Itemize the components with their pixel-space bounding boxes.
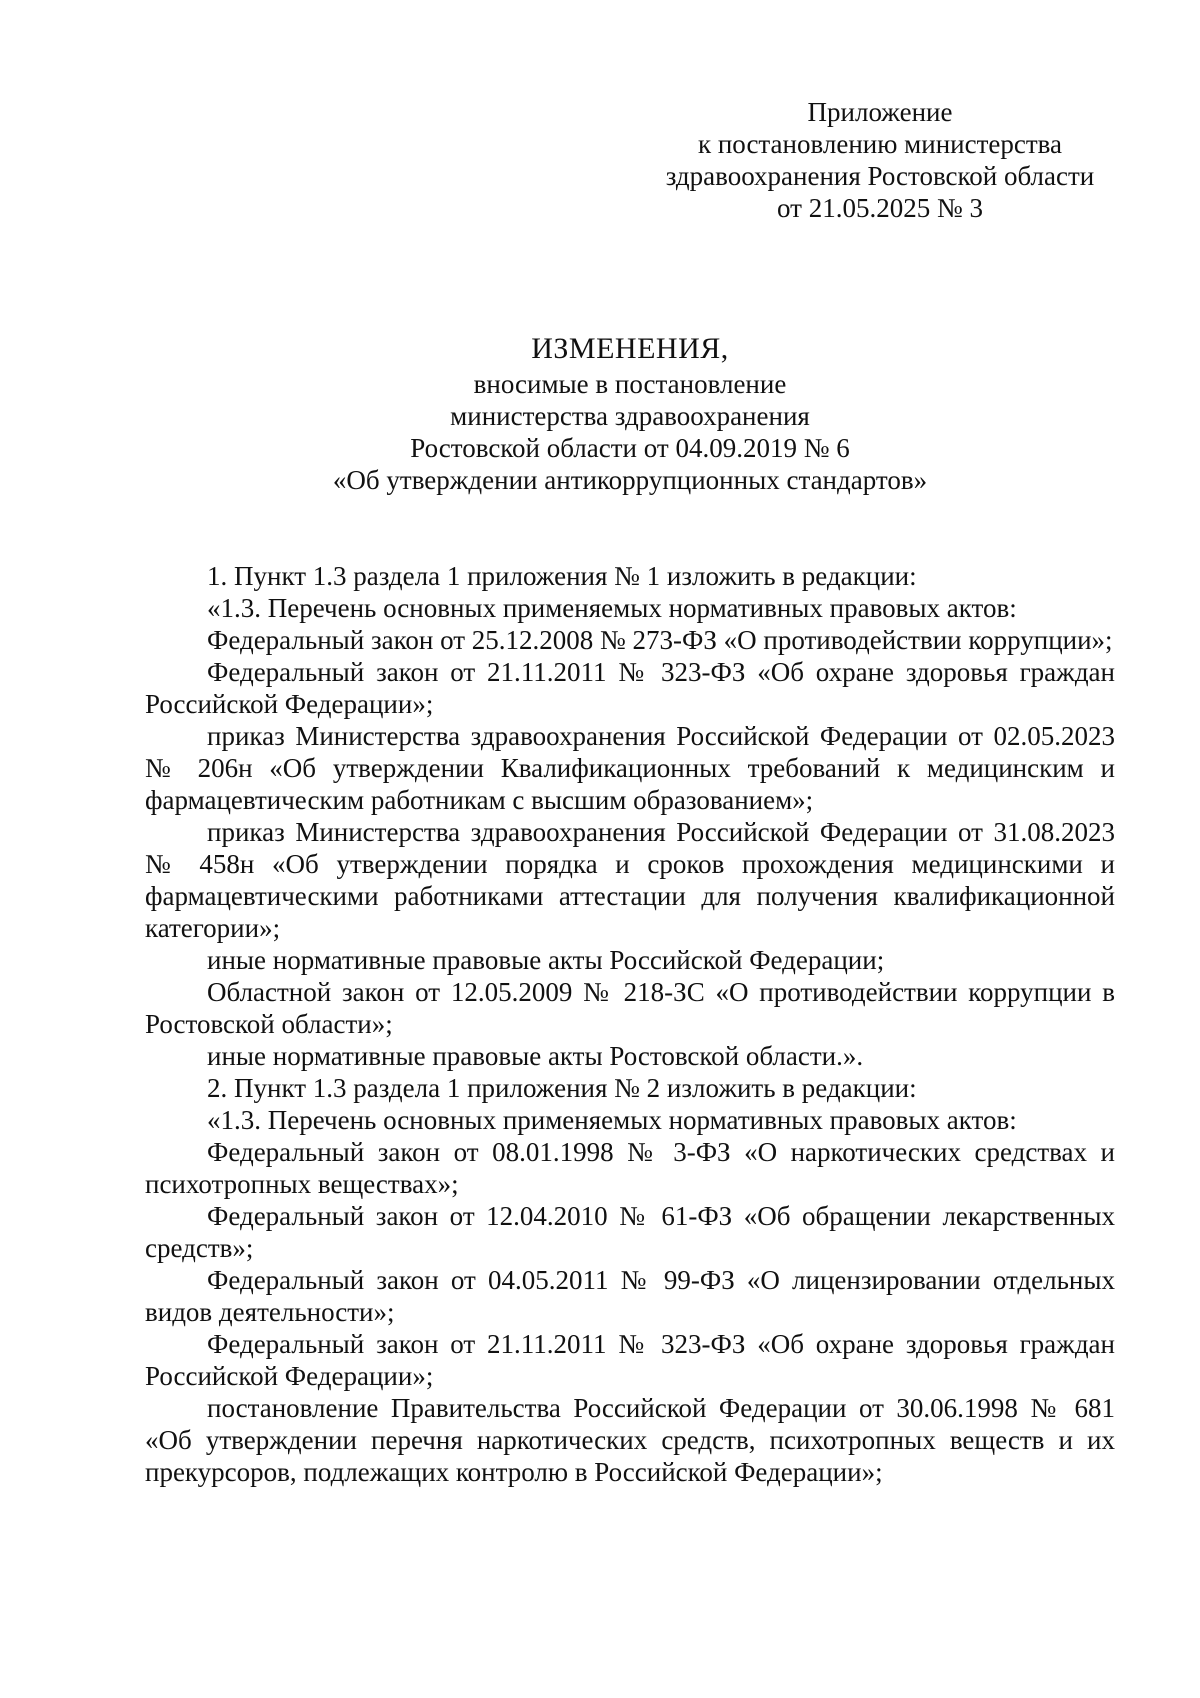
appendix-line-1: Приложение xyxy=(807,97,953,127)
appendix-line-4: от 21.05.2025 № 3 xyxy=(777,193,983,223)
document-title: ИЗМЕНЕНИЯ, xyxy=(531,332,729,365)
paragraph-12: Федеральный закон от 08.01.1998 № 3-ФЗ «О наркотических средствах и психотропных веществах»; xyxy=(145,1137,1115,1199)
paragraph-4: Федеральный закон от 21.11.2011 № 323-ФЗ «Об охране здоровья граждан Российской Федерации»; xyxy=(145,657,1115,719)
heading-line-1: вносимые в постановление xyxy=(473,369,787,399)
appendix-block xyxy=(600,96,1160,224)
document-body xyxy=(145,560,1115,1488)
paragraph-7: иные нормативные правовые акты Российской Федерации; xyxy=(207,945,885,975)
paragraph-5: приказ Министерства здравоохранения Российской Федерации от 02.05.2023 № 206н «Об утверждении Квалификационных требований к медицинским и фармацевтическим работникам с высшим образованием»; xyxy=(145,721,1115,815)
paragraph-8: Областной закон от 12.05.2009 № 218-ЗС «О противодействии коррупции в Ростовской области»; xyxy=(145,977,1115,1039)
paragraph-14: Федеральный закон от 04.05.2011 № 99-ФЗ «О лицензировании отдельных видов деятельности»; xyxy=(145,1265,1115,1327)
paragraph-13: Федеральный закон от 12.04.2010 № 61-ФЗ «Об обращении лекарственных средств»; xyxy=(145,1201,1115,1263)
heading-line-3: Ростовской области от 04.09.2019 № 6 xyxy=(410,433,850,463)
appendix-line-2: к постановлению министерства xyxy=(697,129,1063,159)
paragraph-10: 2. Пункт 1.3 раздела 1 приложения № 2 изложить в редакции: xyxy=(207,1073,917,1103)
paragraph-15: Федеральный закон от 21.11.2011 № 323-ФЗ «Об охране здоровья граждан Российской Федерации»; xyxy=(145,1329,1115,1391)
paragraph-3: Федеральный закон от 25.12.2008 № 273-ФЗ «О противодействии коррупции»; xyxy=(207,625,1113,655)
appendix-line-3: здравоохранения Ростовской области xyxy=(665,161,1095,191)
paragraph-2: «1.3. Перечень основных применяемых нормативных правовых актов: xyxy=(207,593,1017,623)
paragraph-11: «1.3. Перечень основных применяемых нормативных правовых актов: xyxy=(207,1105,1017,1135)
heading-line-4: «Об утверждении антикоррупционных стандартов» xyxy=(332,465,928,495)
document-heading xyxy=(145,332,1115,496)
paragraph-1: 1. Пункт 1.3 раздела 1 приложения № 1 изложить в редакции: xyxy=(207,561,917,591)
heading-line-2: министерства здравоохранения xyxy=(450,401,810,431)
paragraph-16: постановление Правительства Российской Федерации от 30.06.1998 № 681 «Об утверждении перечня наркотических средств, психотропных веществ и их прекурсоров, подлежащих контролю в Российской Федерации»; xyxy=(145,1393,1115,1487)
paragraph-6: приказ Министерства здравоохранения Российской Федерации от 31.08.2023 № 458н «Об утверждении порядка и сроков прохождения медицинскими и фармацевтическими работниками аттестации для получения квалификационной категории»; xyxy=(145,817,1115,943)
paragraph-9: иные нормативные правовые акты Ростовской области.». xyxy=(207,1041,864,1071)
